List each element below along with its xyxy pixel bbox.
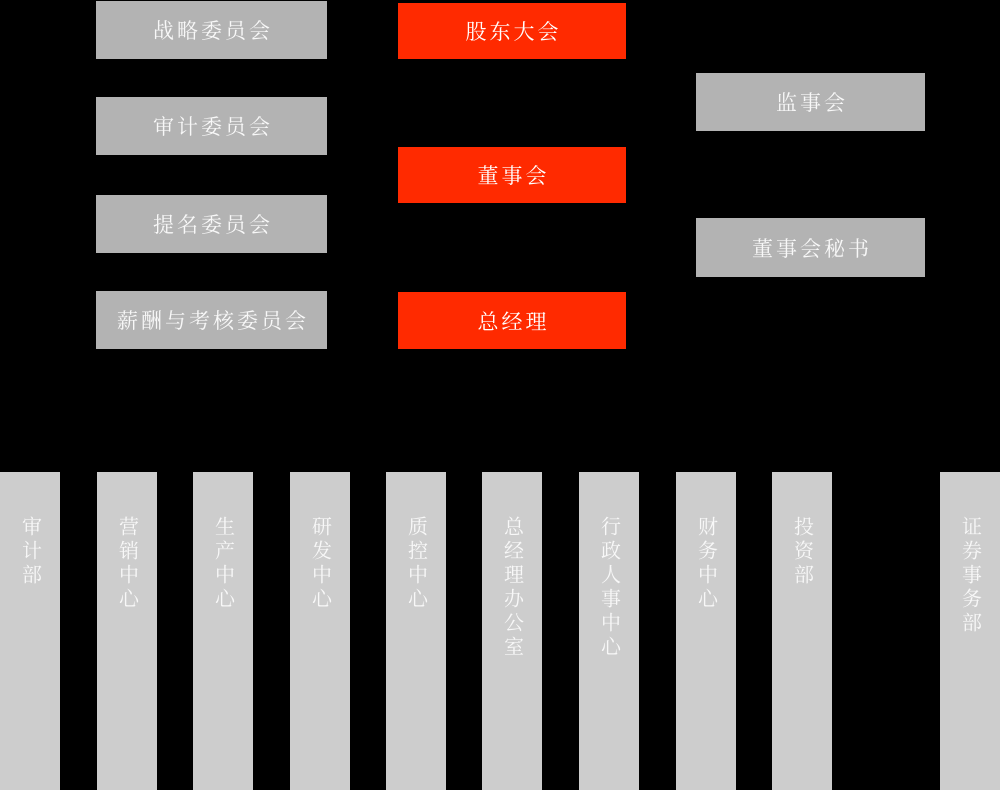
department-label: 证券事务部 [958, 516, 981, 636]
node-general-manager: 总经理 [398, 292, 626, 349]
department-label: 研发中心 [308, 516, 331, 612]
department-label: 审计部 [18, 516, 41, 588]
node-board-of-directors: 董事会 [398, 147, 626, 203]
node-quality-control-center [386, 472, 446, 790]
department-label: 生产中心 [211, 516, 234, 612]
node-remuneration-committee: 薪酬与考核委员会 [96, 291, 327, 349]
node-admin-hr-center [579, 472, 639, 790]
node-investment-department [772, 472, 832, 790]
department-label: 总经理办公室 [500, 516, 523, 660]
node-board-secretary: 董事会秘书 [696, 218, 925, 277]
node-supervisory-board: 监事会 [696, 73, 925, 131]
node-nomination-committee: 提名委员会 [96, 195, 327, 253]
node-strategy-committee: 战略委员会 [96, 1, 327, 59]
department-label: 投资部 [790, 516, 813, 588]
department-label: 营销中心 [115, 516, 138, 612]
node-finance-center [676, 472, 736, 790]
node-rnd-center [290, 472, 350, 790]
department-label: 质控中心 [404, 516, 427, 612]
node-audit-committee: 审计委员会 [96, 97, 327, 155]
node-audit-department [0, 472, 60, 790]
node-securities-affairs-department [940, 472, 1000, 790]
department-label: 财务中心 [694, 516, 717, 612]
node-gm-office [482, 472, 542, 790]
department-label: 行政人事中心 [597, 516, 620, 660]
node-production-center [193, 472, 253, 790]
node-marketing-center [97, 472, 157, 790]
node-shareholders-meeting: 股东大会 [398, 3, 626, 59]
